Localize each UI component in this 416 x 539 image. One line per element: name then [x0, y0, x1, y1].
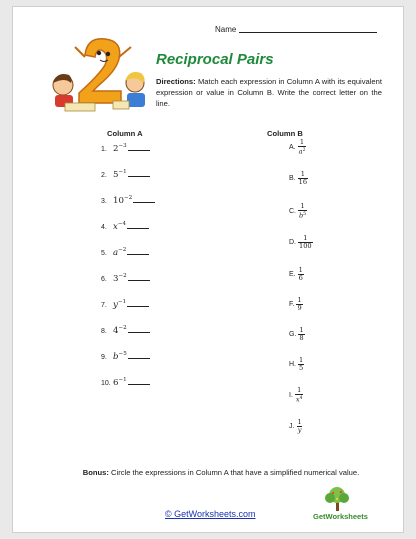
item-expression	[113, 299, 126, 310]
expr-exponent: −1	[118, 169, 127, 175]
item-expression	[113, 169, 127, 180]
column-a-item	[101, 169, 150, 180]
answer-blank[interactable]	[133, 202, 155, 203]
item-number: 5.	[101, 250, 107, 257]
item-number: 3.	[101, 198, 107, 205]
fraction	[295, 387, 304, 404]
item-letter: H.	[289, 361, 296, 368]
denominator	[298, 334, 304, 342]
denominator-base: 9	[297, 304, 302, 312]
item-number: 2.	[101, 172, 107, 179]
column-b-item	[289, 139, 306, 156]
item-number: 10.	[101, 380, 111, 387]
item-letter: B.	[289, 175, 296, 182]
denominator-base: b	[299, 211, 304, 220]
numerator: 1	[299, 138, 305, 146]
column-b-item	[289, 327, 305, 342]
answer-blank[interactable]	[128, 332, 150, 333]
denominator-base: 100	[299, 242, 312, 250]
answer-blank[interactable]	[128, 280, 150, 281]
answer-blank[interactable]	[128, 150, 150, 151]
column-a-item	[101, 273, 150, 284]
item-number: 1.	[101, 146, 107, 153]
name-line[interactable]	[239, 32, 377, 33]
expr-base: a	[113, 248, 119, 258]
expr-exponent: −1	[118, 377, 127, 383]
column-a-item	[101, 143, 150, 154]
numerator: 1	[297, 296, 302, 304]
item-letter: J.	[289, 423, 295, 430]
item-number: 8.	[101, 328, 107, 335]
item-expression	[113, 143, 127, 154]
fraction	[298, 235, 313, 250]
expr-exponent: −5	[118, 351, 127, 357]
denominator	[298, 178, 308, 186]
answer-blank[interactable]	[128, 176, 150, 177]
expr-base: 2	[113, 144, 119, 154]
item-expression	[113, 247, 126, 258]
answer-blank[interactable]	[127, 254, 149, 255]
denominator-base: 6	[298, 274, 303, 282]
item-letter: D.	[289, 239, 296, 246]
column-a-heading: Column A	[107, 129, 143, 138]
denominator	[298, 364, 304, 372]
item-letter: C.	[289, 207, 296, 215]
name-field-row[interactable]	[215, 25, 377, 34]
bonus-body: Circle the expressions in Column A that have a simplified numerical value.	[108, 468, 360, 477]
item-expression	[113, 195, 132, 206]
numerator: 1	[300, 170, 305, 178]
column-a-item	[101, 221, 149, 232]
expr-base: b	[113, 352, 119, 362]
denominator-base: 5	[299, 364, 304, 372]
expr-base: 4	[113, 326, 119, 336]
fraction	[296, 297, 302, 312]
expr-exponent: −3	[118, 143, 127, 149]
directions	[156, 76, 382, 110]
denominator-exponent: 4	[299, 396, 303, 401]
denominator	[298, 146, 307, 156]
answer-blank[interactable]	[128, 384, 150, 385]
column-b-item	[289, 357, 304, 372]
directions-label: Directions:	[156, 77, 196, 86]
fraction	[298, 203, 307, 220]
item-letter: I.	[289, 391, 293, 399]
column-b-heading: Column B	[267, 129, 303, 138]
denominator	[297, 426, 303, 434]
fraction	[298, 139, 307, 156]
expr-base: 3	[113, 274, 119, 284]
directions-text: Match each expression in Column A with its equivalent expression or value in Column B. Write the correct letter on the line.	[156, 77, 382, 109]
column-b-item	[289, 171, 308, 186]
item-number: 7.	[101, 302, 107, 309]
expr-exponent: −2	[123, 195, 133, 201]
denominator	[298, 274, 304, 282]
footer-link[interactable]: © GetWorksheets.com	[165, 509, 256, 519]
item-expression	[113, 273, 127, 284]
expr-base: y	[113, 300, 118, 310]
fraction	[298, 267, 304, 282]
answer-blank[interactable]	[128, 358, 150, 359]
denominator	[296, 304, 302, 312]
numerator: 1	[299, 326, 304, 334]
item-letter: F.	[289, 301, 295, 308]
column-a-item	[101, 377, 150, 388]
tree-icon	[313, 485, 385, 513]
expr-exponent: −2	[118, 273, 127, 279]
column-b-item	[289, 419, 303, 434]
denominator-base: y	[297, 426, 302, 434]
denominator-exponent: 2	[302, 148, 306, 153]
column-a-item	[101, 247, 149, 258]
expr-exponent: −4	[117, 221, 127, 227]
fraction	[298, 327, 304, 342]
fraction	[296, 419, 302, 434]
bonus-label: Bonus:	[82, 468, 109, 477]
expr-exponent: −2	[118, 325, 127, 331]
expr-base: x	[113, 222, 118, 232]
denominator-base: a	[298, 147, 303, 156]
expr-base: 10	[113, 196, 124, 206]
worksheet-page	[12, 6, 404, 533]
item-letter: E.	[289, 271, 296, 278]
denominator	[298, 242, 313, 250]
numerator: 1	[298, 266, 303, 274]
denominator-exponent: 5	[303, 212, 307, 217]
column-a-item	[101, 299, 149, 310]
denominator-base: 8	[299, 334, 304, 342]
numerator: 1	[297, 386, 302, 394]
answer-blank[interactable]	[127, 306, 149, 307]
fraction	[298, 357, 304, 372]
column-b-item	[289, 267, 304, 282]
numerator: 1	[299, 356, 304, 364]
column-b-item	[289, 297, 303, 312]
denominator	[295, 394, 304, 404]
item-expression	[113, 221, 126, 232]
logo-text: GetWorksheets	[313, 512, 368, 521]
item-expression	[113, 377, 127, 388]
numerator: 1	[297, 418, 302, 426]
fraction	[298, 171, 308, 186]
denominator-base: 16	[298, 178, 308, 186]
item-number: 4.	[101, 224, 107, 231]
answer-blank[interactable]	[127, 228, 149, 229]
column-b-item	[289, 387, 303, 404]
denominator-base: x	[295, 395, 300, 404]
item-expression	[113, 351, 127, 362]
item-letter: G.	[289, 331, 297, 338]
numerator: 1	[300, 202, 305, 210]
column-b-item	[289, 203, 307, 220]
expr-base: 6	[113, 378, 119, 388]
kids-number-illustration	[43, 33, 151, 117]
column-b-item	[289, 235, 313, 250]
name-label: Name	[215, 25, 237, 34]
item-letter: A.	[289, 143, 296, 151]
item-number: 6.	[101, 276, 107, 283]
bonus-text	[53, 467, 389, 478]
column-a-item	[101, 325, 150, 336]
getworksheets-logo	[313, 485, 385, 525]
expr-base: 5	[113, 170, 119, 180]
numerator: 1	[303, 234, 308, 242]
item-expression	[113, 325, 127, 336]
worksheet-title: Reciprocal Pairs	[156, 51, 274, 68]
expr-exponent: −2	[118, 247, 127, 253]
column-a-item	[101, 195, 155, 206]
expr-exponent: −1	[117, 299, 127, 305]
denominator	[298, 210, 307, 220]
column-a-item	[101, 351, 150, 362]
item-number: 9.	[101, 354, 107, 361]
